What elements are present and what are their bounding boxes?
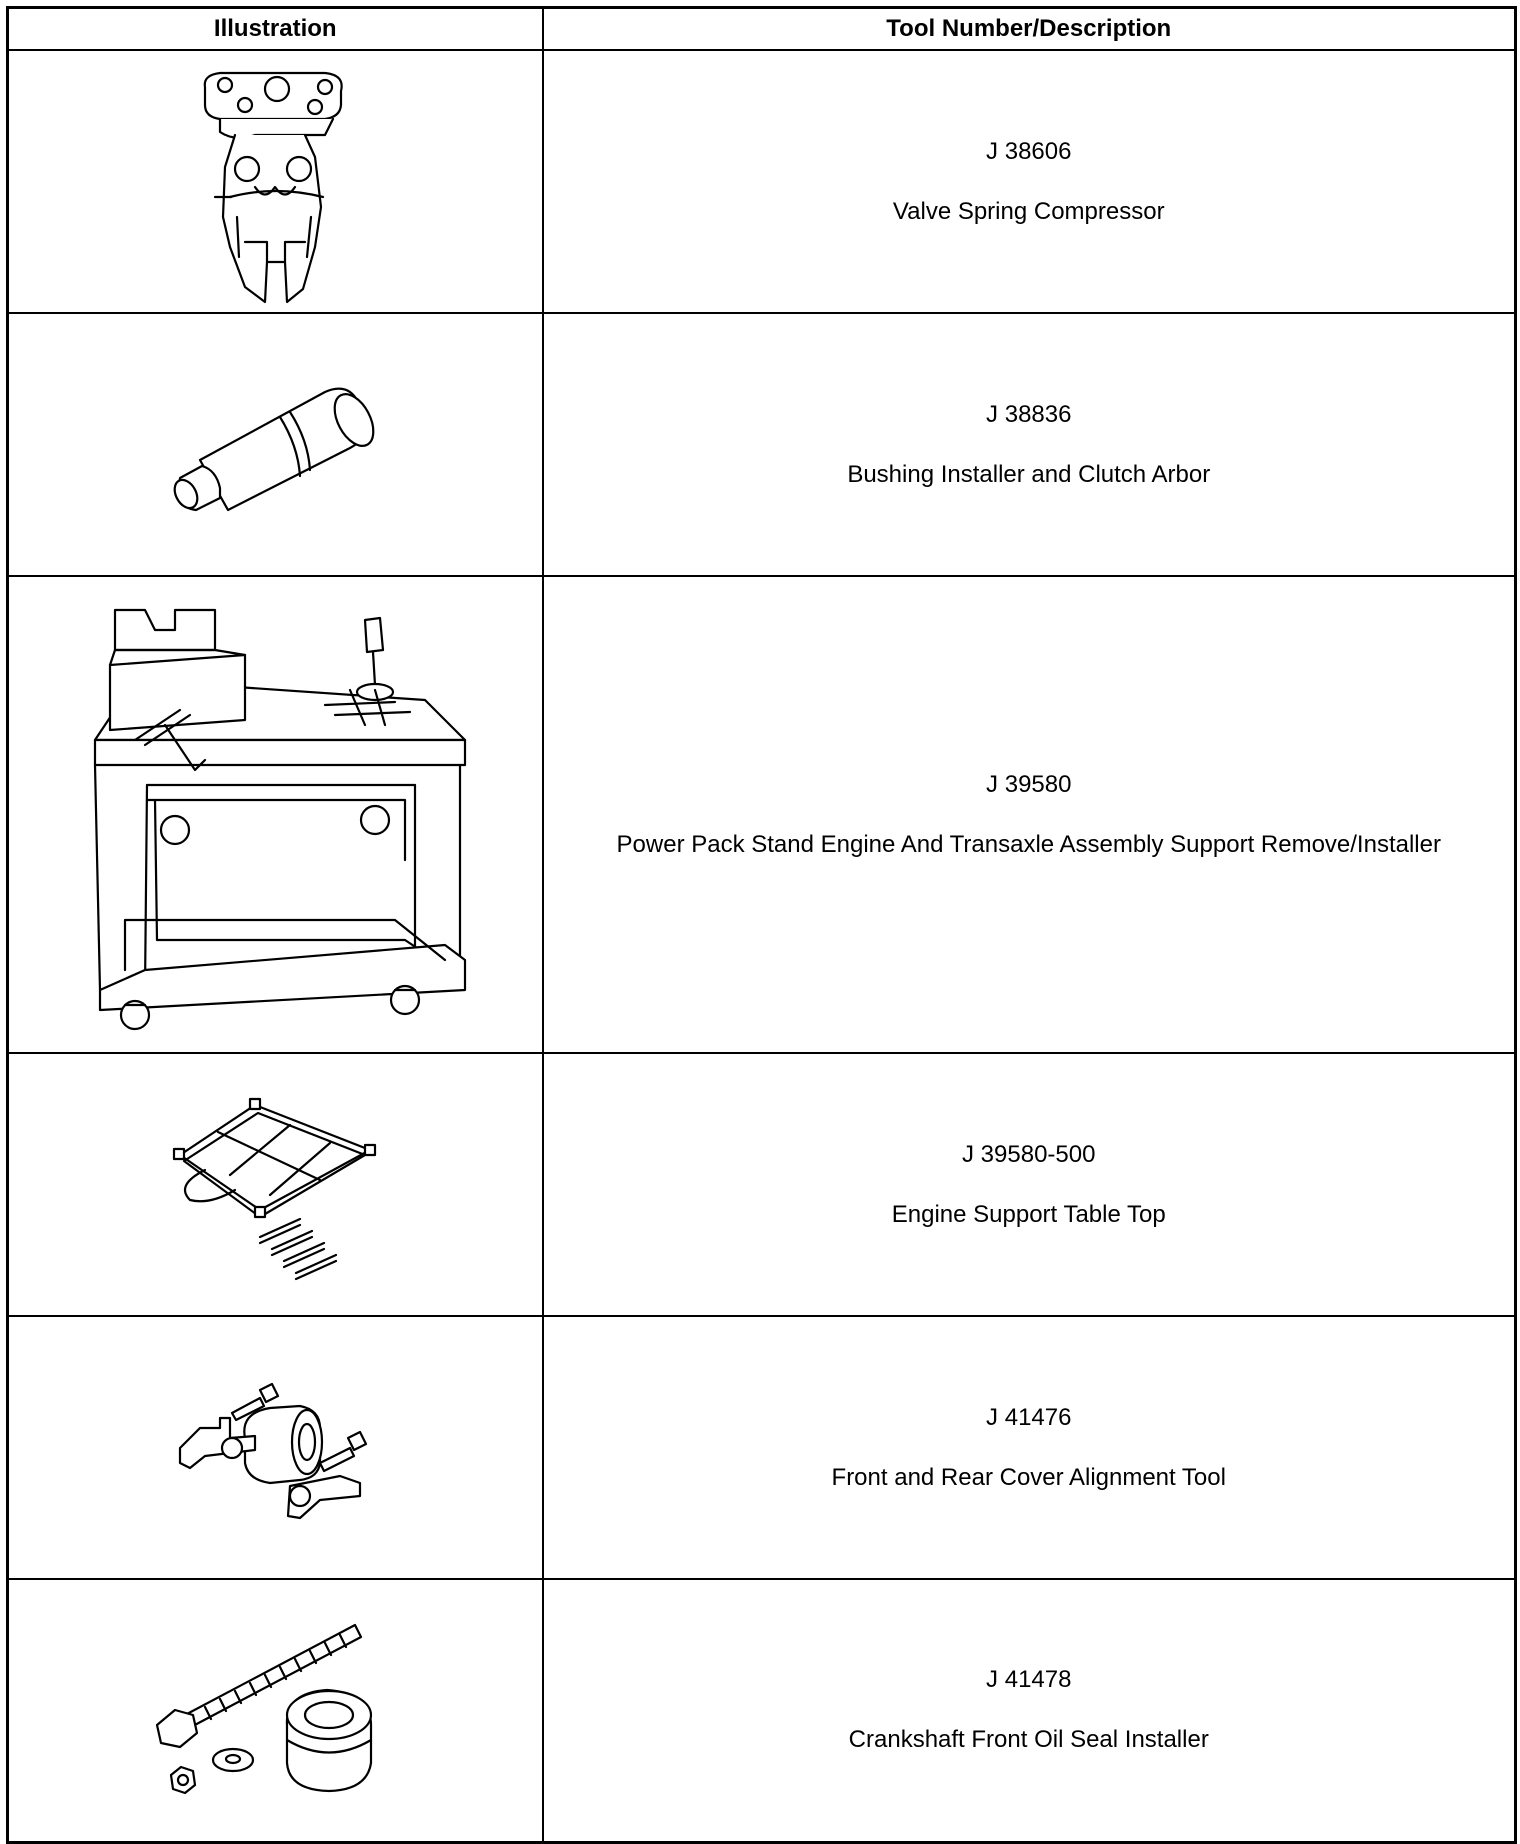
header-illustration: Illustration: [8, 8, 543, 51]
tool-description: Engine Support Table Top: [891, 1200, 1166, 1228]
tool-description: Valve Spring Compressor: [892, 197, 1165, 225]
description-cell: [543, 313, 1516, 576]
table-row: [8, 1053, 1516, 1316]
tool-number: J 38836: [986, 400, 1072, 428]
description-cell: [543, 1316, 1516, 1579]
description-cell: [543, 50, 1516, 313]
tool-number: J 38606: [986, 137, 1072, 165]
table-top-icon: [160, 1085, 390, 1285]
tool-description: Bushing Installer and Clutch Arbor: [847, 460, 1211, 488]
illustration-cell: [8, 1316, 543, 1579]
description-cell: [543, 1053, 1516, 1316]
illustration-cell: [8, 50, 543, 313]
tool-description: Crankshaft Front Oil Seal Installer: [848, 1726, 1209, 1754]
illustration-cell: [8, 313, 543, 576]
tool-description: Front and Rear Cover Alignment Tool: [831, 1463, 1226, 1491]
power-pack-stand-icon: [65, 590, 485, 1040]
seal-installer-icon: [145, 1615, 405, 1805]
tool-number: J 41476: [986, 1403, 1072, 1431]
description-cell: [543, 576, 1516, 1053]
table-row: [8, 576, 1516, 1053]
illustration-cell: [8, 576, 543, 1053]
illustration-cell: [8, 1579, 543, 1842]
header-row: [8, 8, 1516, 51]
alignment-tool-icon: [160, 1368, 390, 1528]
description-cell: [543, 1579, 1516, 1842]
special-tools-table: [6, 6, 1517, 1844]
table-row: [8, 50, 1516, 313]
valve-spring-compressor-icon: [175, 57, 375, 307]
table-row: [8, 313, 1516, 576]
tool-number: J 41478: [986, 1666, 1072, 1694]
illustration-cell: [8, 1053, 543, 1316]
tool-number: J 39580-500: [962, 1140, 1096, 1168]
header-description: Tool Number/Description: [543, 8, 1516, 51]
table-row: [8, 1316, 1516, 1579]
tool-description: Power Pack Stand Engine And Transaxle Assembly Support Remove/Installer: [616, 830, 1441, 858]
bushing-installer-icon: [160, 370, 390, 520]
table-row: [8, 1579, 1516, 1842]
tool-number: J 39580: [986, 770, 1072, 798]
